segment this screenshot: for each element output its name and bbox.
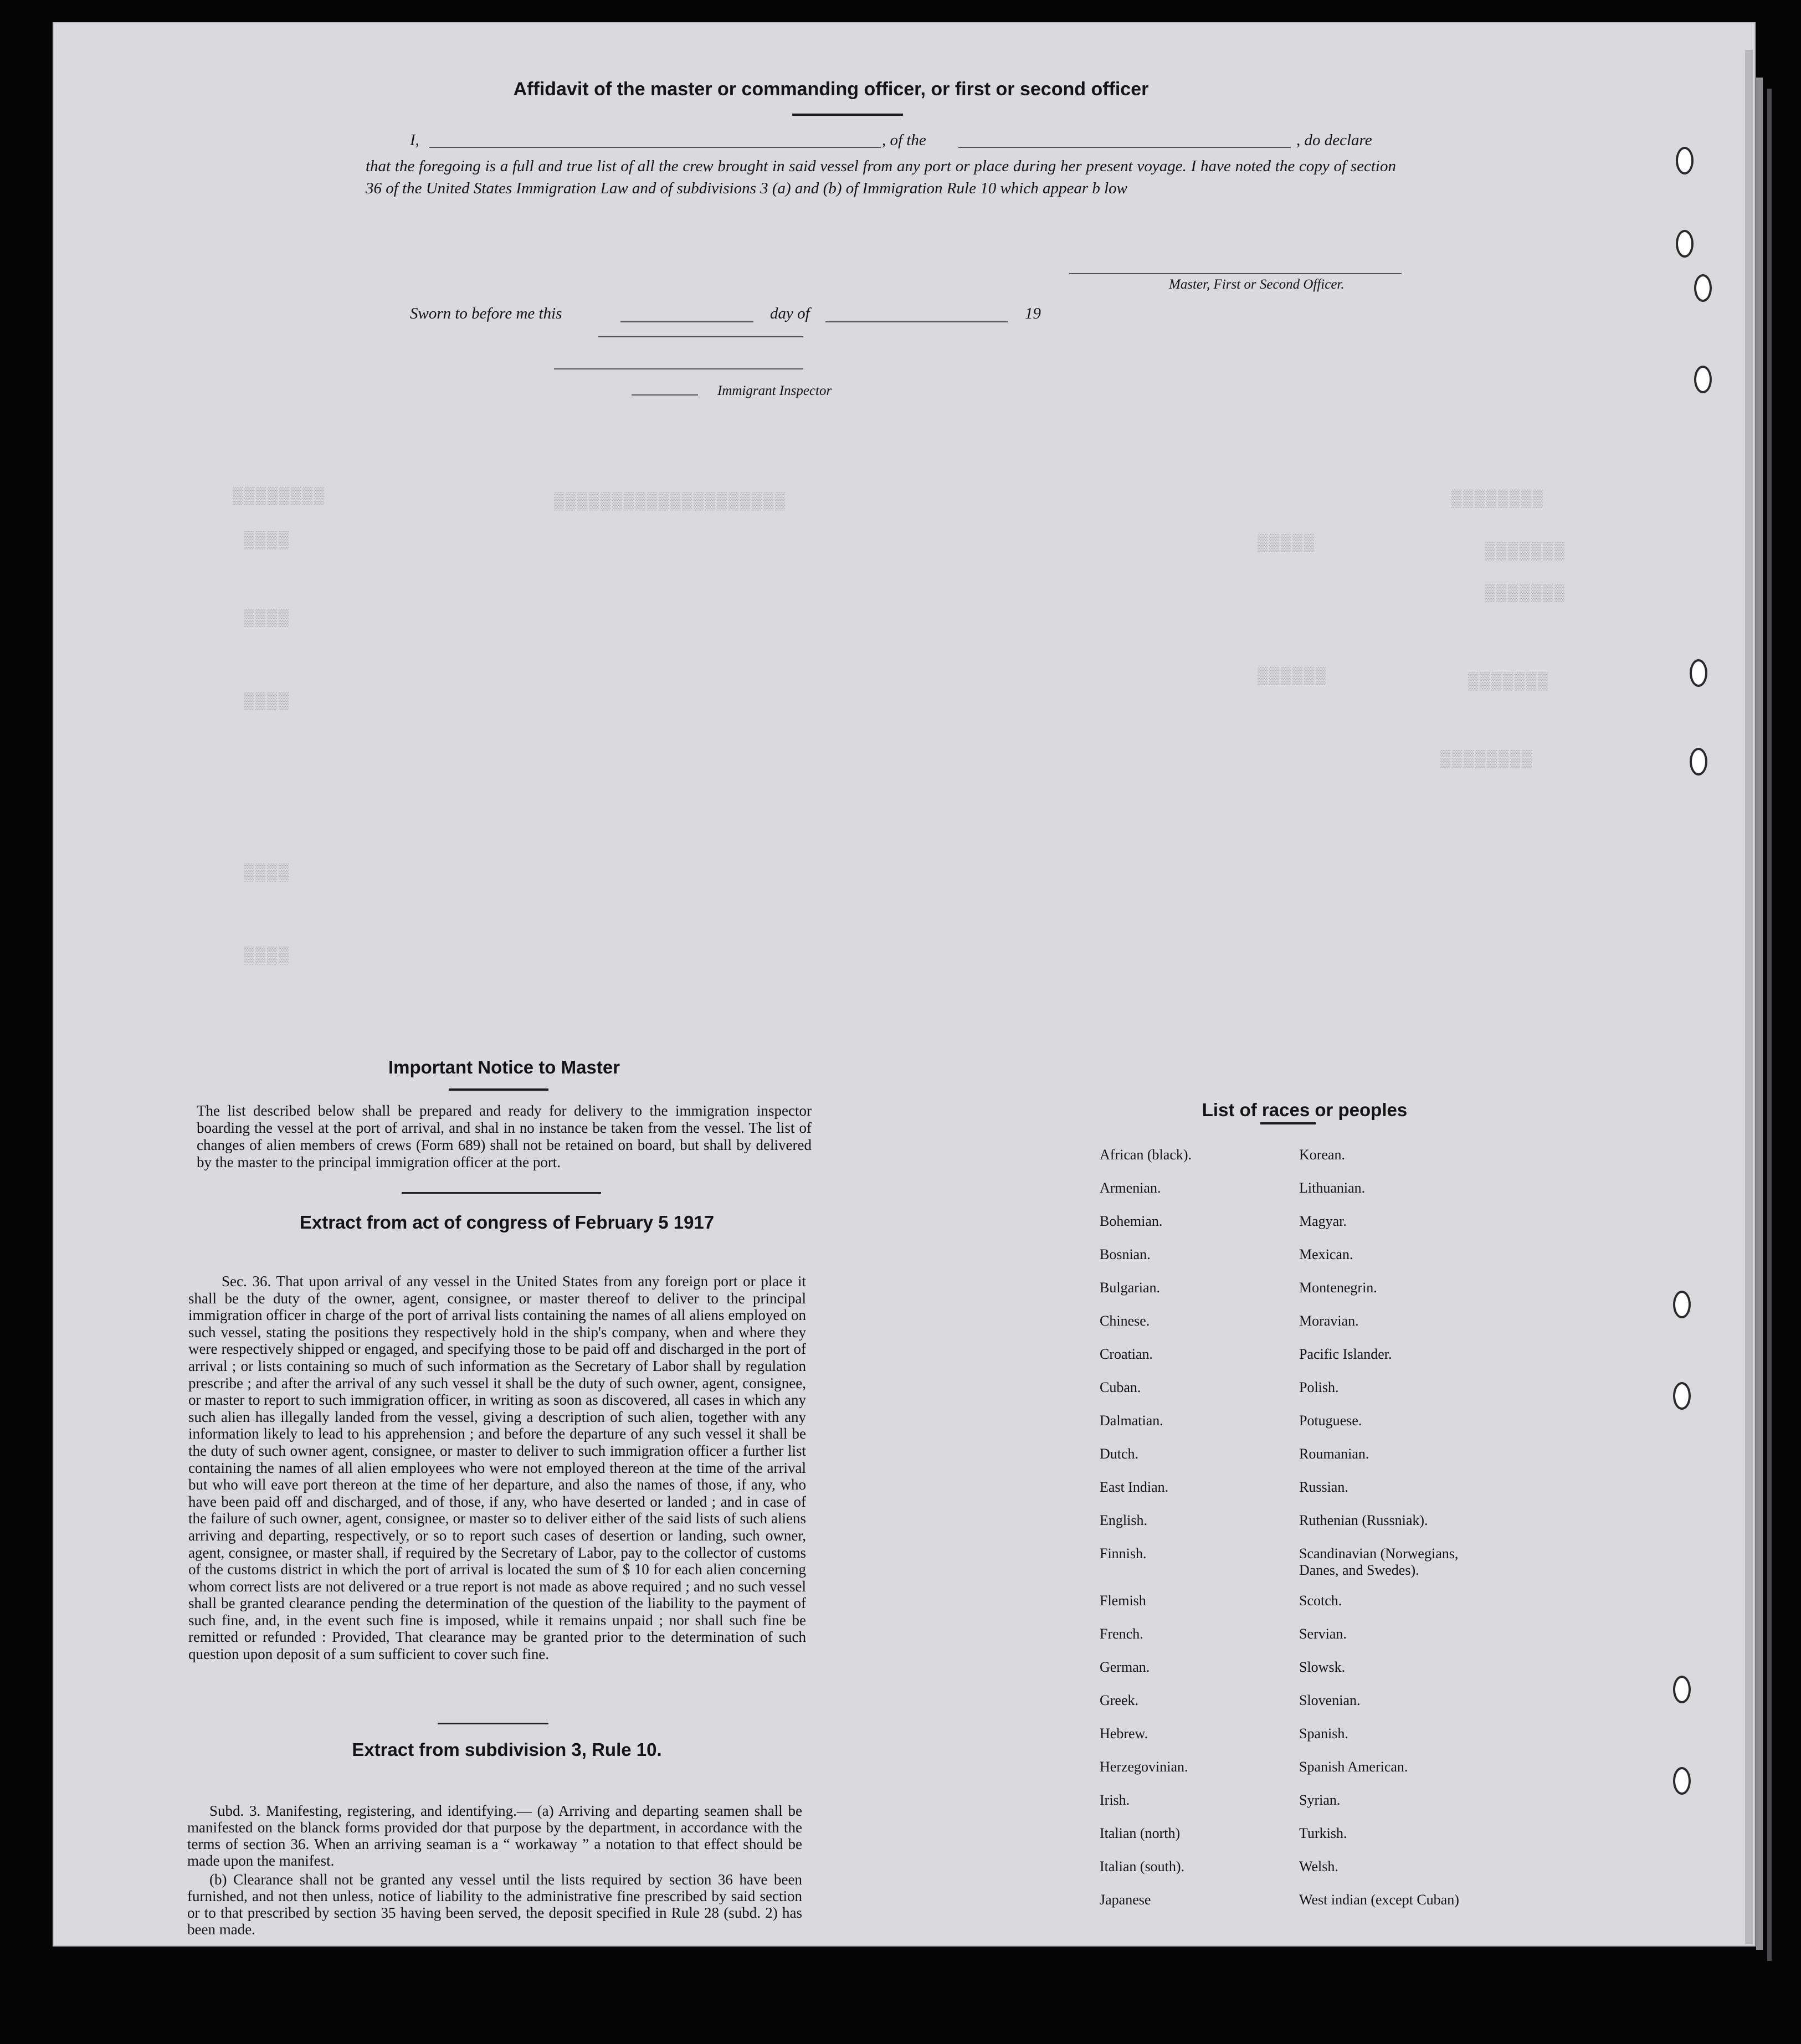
sworn-month-blank[interactable] <box>825 321 1008 322</box>
race-item: Cuban. <box>1100 1379 1141 1395</box>
bleed-through: ▒▒▒▒▒▒▒▒ <box>1451 490 1545 509</box>
rule-extract-body-a: Subd. 3. Manifesting, registering, and identifying.— (a) Arriving and departing seamen shall be manifested on the blanck forms provided dor that purpose by the department, in accordance with the terms of section 36. When an arriving seaman is a “ workaway ” a notation to that effect should be made upon the manifest. <box>187 1802 802 1869</box>
race-item: West indian (except Cuban) <box>1299 1892 1459 1908</box>
binder-hole <box>1676 147 1694 174</box>
binder-hole <box>1694 274 1712 302</box>
inspector-line-middle[interactable] <box>554 368 803 369</box>
race-item: Pacific Islander. <box>1299 1346 1392 1362</box>
race-item: Hebrew. <box>1100 1725 1148 1742</box>
bleed-through: ▒▒▒▒▒▒▒▒ <box>1440 751 1534 769</box>
race-item: Potuguese. <box>1299 1413 1362 1429</box>
vessel-blank[interactable] <box>958 147 1291 148</box>
race-item: Flemish <box>1100 1593 1146 1609</box>
notice-title: Important Notice to Master <box>388 1057 620 1077</box>
race-item: Dalmatian. <box>1100 1413 1163 1429</box>
bleed-through: ▒▒▒▒ <box>244 947 291 966</box>
rule-extract-title: Extract from subdivision 3, Rule 10. <box>352 1739 662 1760</box>
bleed-through: ▒▒▒▒▒▒▒▒▒▒▒▒▒▒▒▒▒▒▒▒ <box>554 493 787 512</box>
bleed-through: ▒▒▒▒▒▒▒▒ <box>233 487 326 506</box>
inspector-caption: Immigrant Inspector <box>717 383 832 398</box>
race-item: Slowsk. <box>1299 1659 1346 1675</box>
page-edge <box>1756 78 1763 1950</box>
day-of-label: day of <box>770 305 810 322</box>
race-item: Scotch. <box>1299 1593 1342 1609</box>
race-item: African (black). <box>1100 1147 1192 1163</box>
signature-line[interactable] <box>1069 273 1402 274</box>
race-item: Bulgarian. <box>1100 1280 1161 1296</box>
act-extract-title: Extract from act of congress of February 5 1917 <box>299 1212 715 1232</box>
binder-hole <box>1673 1767 1691 1795</box>
race-item: Servian. <box>1299 1626 1347 1642</box>
bleed-through: ▒▒▒▒▒▒▒ <box>1468 673 1550 692</box>
act-extract-body: Sec. 36. That upon arrival of any vessel in the United States from any foreign port or place it shall be the duty of the owner, agent, consignee, or master thereof to deliver to the principal immigration officer in charge of the port of arrival lists containing the names of all aliens employed on such vessel, stating the positions they respectively hold in the ship's company, when and where they were respectively shipped or engaged, and specifying those to be paid off and discharged in the port of arrival ; or lists containing so much of such information as the Secretary of Labor shall by regulation prescribe ; and after the arrival of any such vessel it shall be the duty of such owner, agent, consignee, or master to report to such immigration officer, in writing as soon as discovered, all cases in which any such alien has illegally landed from the vessel, giving a description of such alien, together with any information likely to lead to his apprehension ; and before the departure of any such vessel it shall be the duty of such owner agent, consignee, or master to deliver to such immigration officer a further list containing the names of all alien employees who were not employed thereon at the time of the arrival but who will eave port thereon at the time of her departure, and also the names of those, if any, who have been paid off and discharged, and of those, if any, who have deserted or landed ; and in case of the failure of such owner, agent, consignee, or master so to deliver either of the said lists of such aliens arriving and departing, respectively, or so to report such cases of desertion or landing, such owner, agent, consignee, or master shall, if required by the Secretary of Labor, pay to the collector of customs of the customs district in which the port of arrival is located the sum of $ 10 for each alien concerning whom correct lists are not delivered or a true report is not made as above required ; and no such vessel shall be granted clearance pending the determination of the question of the liability to the payment of such fine, and, in the event such fine is imposed, while it remains unpaid ; nor shall such fine be remitted or refunded : Provided, That clearance may be granted prior to the determination of such question upon deposit of a sum sufficient to cover such fine. <box>188 1273 806 1663</box>
races-right-column <box>1299 1147 1487 1925</box>
race-item: East Indian. <box>1100 1479 1169 1495</box>
races-left-column <box>1100 1147 1310 1925</box>
binder-hole <box>1673 1676 1691 1703</box>
page-edge <box>1745 50 1753 1944</box>
race-item: Irish. <box>1100 1792 1130 1808</box>
affidavit-title: Affidavit of the master or commanding officer, or first or second officer <box>513 79 1149 100</box>
signature-caption: Master, First or Second Officer. <box>1169 277 1345 292</box>
race-item: Roumanian. <box>1299 1446 1369 1462</box>
race-item: Syrian. <box>1299 1792 1341 1808</box>
binder-hole <box>1690 659 1707 687</box>
affidavit-of-the-label: , of the <box>882 131 926 149</box>
race-item: Korean. <box>1299 1147 1346 1163</box>
binder-hole <box>1690 748 1707 776</box>
race-item: Scandinavian (Norwegians, Danes, and Swedes). <box>1299 1545 1459 1578</box>
race-item: English. <box>1100 1512 1147 1528</box>
race-item: Ruthenian (Russniak). <box>1299 1512 1428 1528</box>
bleed-through: ▒▒▒▒ <box>244 864 291 883</box>
affidavit-declare-label: , do declare <box>1296 131 1372 149</box>
race-item: Herzegovinian. <box>1100 1759 1188 1775</box>
page-edge <box>1767 89 1772 1961</box>
sworn-day-blank[interactable] <box>620 321 753 322</box>
race-item: Polish. <box>1299 1379 1339 1395</box>
bleed-through: ▒▒▒▒▒▒▒ <box>1485 584 1567 603</box>
race-item: Mexican. <box>1299 1246 1353 1262</box>
race-item: Armenian. <box>1100 1180 1161 1196</box>
race-item: Turkish. <box>1299 1825 1347 1841</box>
notice-underline <box>449 1088 548 1091</box>
bleed-through: ▒▒▒▒ <box>244 692 291 711</box>
race-item: Slovenian. <box>1299 1692 1361 1708</box>
race-item: Italian (north) <box>1100 1825 1181 1841</box>
bleed-through: ▒▒▒▒▒▒▒ <box>1485 543 1567 562</box>
inspector-line-lower[interactable] <box>632 394 698 396</box>
race-item: Dutch. <box>1100 1446 1139 1462</box>
race-item: Japanese <box>1100 1892 1151 1908</box>
race-item: Chinese. <box>1100 1313 1150 1329</box>
sworn-label: Sworn to before me this <box>410 305 562 322</box>
binder-hole <box>1673 1382 1691 1410</box>
affidavit-body: that the foregoing is a full and true list of all the crew brought in said vessel from any port or place during her present voyage. I have noted the copy of section 36 of the United States Immigration Law and of subdivisions 3 (a) and (b) of Immigration Rule 10 which appear b low <box>366 157 1396 197</box>
race-item: Greek. <box>1100 1692 1139 1708</box>
bleed-through: ▒▒▒▒ <box>244 532 291 551</box>
race-item: Finnish. <box>1100 1545 1147 1562</box>
rule-extract-body-b: (b) Clearance shall not be granted any vessel until the lists required by section 36 have been furnished, and not then unless, notice of liability to the administrative fine prescribed by said section or to that prescribed by section 35 having been served, the deposit specified in Rule 28 (subd. 2) has been made. <box>187 1871 802 1938</box>
race-item: Bosnian. <box>1100 1246 1151 1262</box>
title-underline <box>792 114 903 116</box>
year-label: 19 <box>1025 305 1041 322</box>
race-item: Bohemian. <box>1100 1213 1163 1229</box>
race-item: Magyar. <box>1299 1213 1347 1229</box>
bleed-through: ▒▒▒▒ <box>244 609 291 628</box>
race-item: Moravian. <box>1299 1313 1359 1329</box>
race-item: Lithuanian. <box>1299 1180 1366 1196</box>
name-blank[interactable] <box>429 147 881 148</box>
bleed-through: ▒▒▒▒▒ <box>1258 535 1316 553</box>
race-item: Italian (south). <box>1100 1858 1185 1874</box>
race-item: Welsh. <box>1299 1858 1338 1874</box>
act-divider <box>438 1723 548 1724</box>
inspector-line-upper[interactable] <box>598 336 803 337</box>
race-item: Spanish. <box>1299 1725 1348 1742</box>
binder-hole <box>1673 1291 1691 1318</box>
races-underline <box>1260 1122 1316 1124</box>
bleed-through: ▒▒▒▒▒▒ <box>1258 667 1328 686</box>
affidavit-i-label: I, <box>410 131 419 149</box>
notice-body: The list described below shall be prepared and ready for delivery to the immigration inspector boarding the vessel at the port of arrival, and shal in no instance be taken from the vessel. The list of changes of alien members of crews (Form 689) shall not be retained on board, but shall by delivered by the master to the principal immigration officer at the port. <box>197 1102 812 1170</box>
binder-hole <box>1694 366 1712 393</box>
race-item: French. <box>1100 1626 1143 1642</box>
race-item: Russian. <box>1299 1479 1348 1495</box>
race-item: Montenegrin. <box>1299 1280 1377 1296</box>
race-item: German. <box>1100 1659 1150 1675</box>
race-item: Spanish American. <box>1299 1759 1408 1775</box>
binder-hole <box>1676 230 1694 258</box>
races-title: List of races or peoples <box>1202 1100 1408 1120</box>
race-item: Croatian. <box>1100 1346 1153 1362</box>
notice-divider <box>402 1192 601 1194</box>
